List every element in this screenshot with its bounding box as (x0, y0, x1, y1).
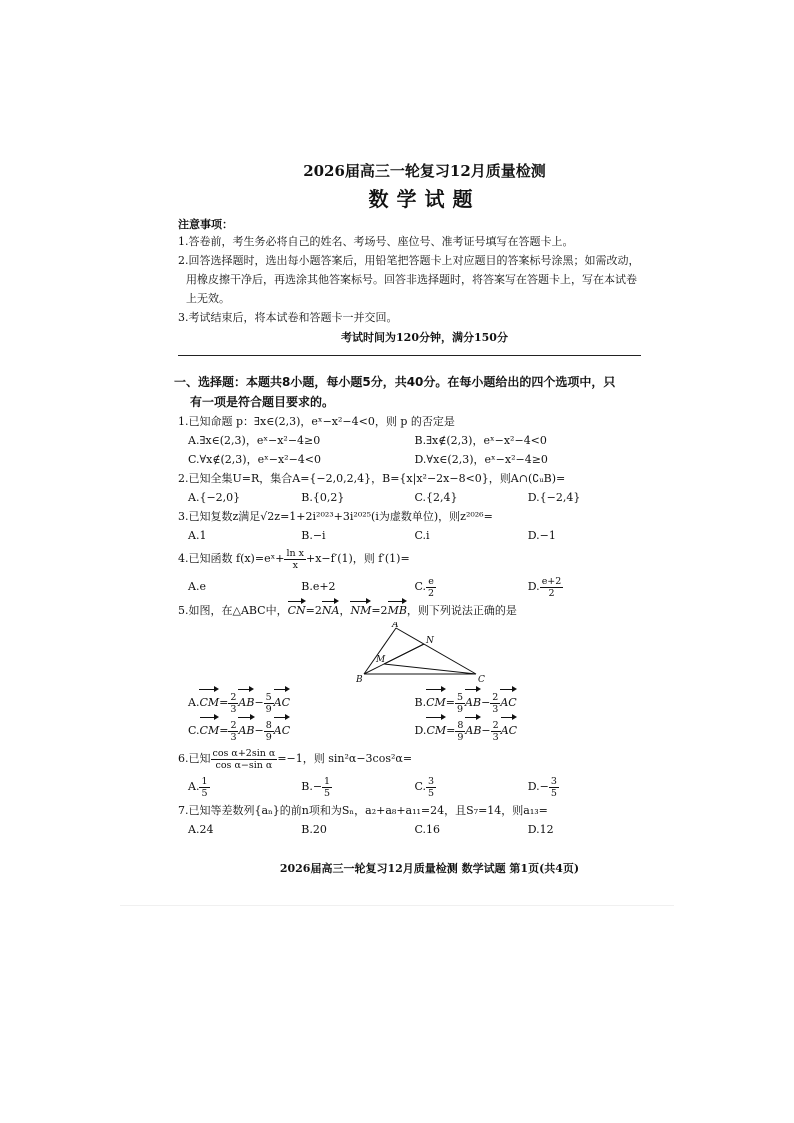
option-a[interactable]: A.24 (188, 823, 214, 836)
option-b[interactable]: B.e+2 (301, 580, 336, 593)
label-n: N (426, 636, 434, 646)
option-a[interactable]: A.1 (188, 529, 207, 542)
option-c[interactable]: C.i (414, 529, 430, 542)
subject-title: 数学试题 (368, 187, 481, 211)
option-d[interactable]: D.−1 (527, 529, 556, 542)
question-4-stem: 4.已知函数 f(x)=eˣ+ $\frac{\text{ln x}}{x}$ +x−f′(1)，则 f′(1)= (178, 547, 410, 571)
exam-time: 考试时间为120分钟，满分150分 (341, 331, 508, 344)
question-7-options (178, 820, 641, 839)
option-c[interactable]: C.CM= $\frac{2}{3}$ AB− $\frac{8}{9}$ AC (188, 717, 415, 745)
exam-page (174, 160, 641, 839)
section-heading-line-1: 一、选择题：本题共8小题，每小题5分，共40分。在每小题给出的四个选项中，只 (174, 375, 616, 389)
option-c[interactable]: C.16 (414, 823, 441, 836)
notice-item-2: 2.回答选择题时，选出每小题答案后，用铅笔把答题卡上对应题目的答案标号涂黑；如需改动，用橡皮擦干净后，再选涂其他答案标号。回答非选择题时，将答案写在答题卡上，写在本试卷上无效。 (178, 254, 640, 305)
divider (178, 355, 641, 356)
option-d[interactable]: D.12 (527, 823, 554, 836)
page-edge (120, 905, 674, 906)
option-d[interactable]: D.{−2,4} (527, 491, 581, 504)
option-b[interactable]: B.∃x∉(2,3)，eˣ−x²−4<0 (414, 434, 547, 447)
option-b[interactable]: B.−i (301, 529, 326, 542)
option-a[interactable]: A.CM= $\frac{2}{3}$ AB− $\frac{5}{9}$ AC (188, 689, 415, 717)
option-a[interactable]: A.{−2,0} (188, 491, 241, 504)
section-heading-line-2: 有一项是符合题目要求的。 (190, 395, 335, 409)
question-3-options (178, 526, 641, 545)
option-a[interactable]: A.∃x∈(2,3)，eˣ−x²−4≥0 (188, 434, 321, 447)
option-d[interactable]: D.CM= $\frac{8}{9}$ AB− $\frac{2}{3}$ AC (415, 717, 642, 745)
option-c[interactable]: C.{2,4} (414, 491, 458, 504)
question-7-stem: 7.已知等差数列{aₙ}的前n项和为Sₙ，a₂+a₈+a₁₁=24，且S₇=14，则a₁₃= (178, 804, 548, 817)
label-b: B (356, 675, 363, 685)
option-a[interactable]: A. $\frac{1}{5}$ (188, 775, 208, 799)
option-d[interactable]: D. $\frac{e+2}{2}$ (527, 575, 562, 599)
page-footer: 2026届高三一轮复习12月质量检测 数学试题 第1页(共4页) (279, 862, 580, 875)
option-b[interactable]: B.− $\frac{1}{5}$ (301, 775, 331, 799)
option-c[interactable]: C. $\frac{e}{2}$ (414, 575, 435, 599)
fraction: $\frac{\text{ln x}}{x}$ (286, 547, 305, 571)
question-1-options (178, 431, 641, 469)
notice-item-1: 1.答卷前，考生务必将自己的姓名、考场号、座位号、准考证号填写在答题卡上。 (178, 235, 574, 248)
option-b[interactable]: B.20 (301, 823, 327, 836)
notice-heading: 注意事项： (178, 218, 233, 231)
question-3-stem: 3.已知复数z满足√2z=1+2i²⁰²³+3i²⁰²⁵(i为虚数单位)，则z²⁰²⁶= (178, 510, 493, 523)
question-1-stem: 1.已知命题 p：∃x∈(2,3)，eˣ−x²−4<0，则 p 的否定是 (178, 415, 455, 428)
question-6-stem: 6.已知 $\frac{\text{cos α+2sin α}}{\text{cos α−sin α}}$ =−1，则 sin²α−3cos²α= (178, 747, 413, 771)
label-a: A (392, 622, 399, 630)
question-2-stem: 2.已知全集U=R，集合A={−2,0,2,4}，B={x|x²−2x−8<0}，则A∩(∁ᵤB)= (178, 472, 566, 485)
question-4-options (178, 573, 641, 601)
option-c[interactable]: C. $\frac{3}{5}$ (414, 775, 435, 799)
option-d[interactable]: D.∀x∈(2,3)，eˣ−x²−4≥0 (414, 453, 548, 466)
label-c: C (478, 675, 485, 685)
option-b[interactable]: B.{0,2} (301, 491, 345, 504)
exam-title: 2026届高三一轮复习12月质量检测 (303, 162, 546, 180)
question-5-stem: 5.如图，在△ABC中，CN=2NA，NM=2MB，则下列说法正确的是 (178, 601, 641, 620)
option-a[interactable]: A.e (188, 580, 206, 593)
question-5-options (178, 689, 641, 745)
notice-item-3: 3.考试结束后，将本试卷和答题卡一并交回。 (178, 311, 398, 324)
label-m: M (376, 655, 386, 665)
option-c[interactable]: C.∀x∉(2,3)，eˣ−x²−4<0 (188, 453, 322, 466)
option-d[interactable]: D.− $\frac{3}{5}$ (527, 775, 557, 799)
triangle-figure (356, 622, 486, 686)
question-6-options (178, 773, 641, 801)
option-b[interactable]: B.CM= $\frac{5}{9}$ AB− $\frac{2}{3}$ AC (415, 689, 642, 717)
question-2-options (178, 488, 641, 507)
